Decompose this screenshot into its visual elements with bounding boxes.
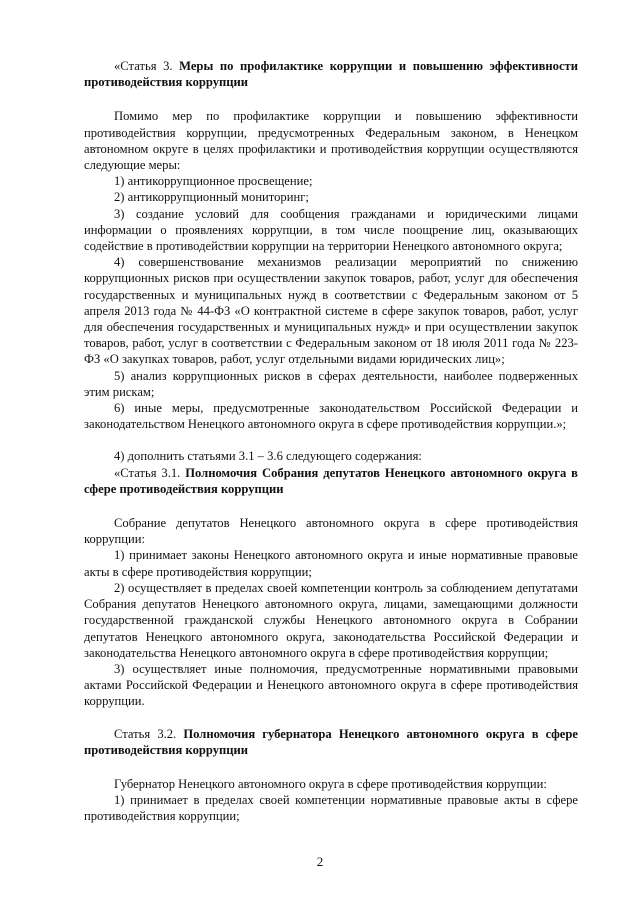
article-3-title: Меры по профилактике коррупции и повышению эффективности противодействия коррупции — [84, 59, 579, 90]
article-3-1-prefix: «Статья 3.1. — [114, 465, 186, 480]
article-3-item-6: 6) иные меры, предусмотренные законодательством Российской Федерации и законодательством Ненецкого автономного округа в сфере противодействия коррупции.»; — [84, 401, 578, 432]
article-3-1-item-1: 1) принимает законы Ненецкого автономного округа и иные нормативные правовые акты в сфере противодействия коррупции; — [84, 548, 578, 579]
article-3-item-1: 1) антикоррупционное просвещение; — [114, 174, 313, 189]
article-3-1-heading — [84, 465, 578, 497]
article-3-1-intro: Собрание депутатов Ненецкого автономного округа в сфере противодействия коррупции: — [84, 516, 578, 547]
article-3-heading — [84, 58, 578, 90]
article-3-intro: Помимо мер по профилактике коррупции и повышению эффективности противодействия коррупции, предусмотренных Федеральным законом, в Ненецком автономном округе в целях профилактики и противодействия коррупции осуществляются следующие меры: — [84, 109, 578, 173]
article-3-2-intro: Губернатор Ненецкого автономного округа в сфере противодействия коррупции: — [114, 776, 547, 791]
article-3-2-title: Полномочия губернатора Ненецкого автономного округа в сфере противодействия коррупции — [84, 726, 578, 757]
article-3-item-5: 5) анализ коррупционных рисков в сферах деятельности, наиболее подверженных этим рискам; — [84, 368, 578, 399]
article-3-1-item-2: 2) осуществляет в пределах своей компетенции контроль за соблюдением депутатами Собрания депутатов Ненецкого автономного округа, лицами, замещающими должности государственной гражданской службы Ненецкого автономного округа в Собрании депутатов Ненецкого автономного округа, законодательства Российской Федерации и законодательства Ненецкого автономного округа в сфере противодействия коррупции; — [84, 580, 578, 660]
article-3-1-item-3: 3) осуществляет иные полномочия, предусмотренные нормативными правовыми актами Российской Федерации и Ненецкого автономного округа в сфере противодействия коррупции. — [84, 661, 578, 709]
article-3-item-2: 2) антикоррупционный мониторинг; — [114, 190, 309, 205]
article-3-item-3: 3) создание условий для сообщения гражданами и юридическими лицами информации о проявлениях коррупции, в том числе поощрение лиц, оказывающих содействие в противодействии коррупции на территории Ненецкого автономного округа; — [84, 206, 578, 254]
page-number: 2 — [316, 854, 324, 869]
article-3-item-4: 4) совершенствование механизмов реализации мероприятий по снижению коррупционных рисков при осуществлении закупок товаров, работ, услуг для обеспечения государственных и муниципальных нужд в соответствии с Федеральным законом от 5 апреля 2013 года № 44-ФЗ «О контрактной системе в сфере закупок товаров, работ, услуг для обеспечения государственных и муниципальных нужд» и при осуществлении закупок товаров, работ, услуг в соответствии с Федеральным законом от 18 июля 2011 года № 223-ФЗ «О закупках товаров, работ, услуг отдельными видами юридических лиц»; — [84, 255, 578, 367]
article-3-2-heading — [84, 726, 578, 758]
article-3-1-title: Полномочия Собрания депутатов Ненецкого автономного округа в сфере противодействия коррупции — [84, 465, 578, 496]
amendment-4: 4) дополнить статьями 3.1 – 3.6 следующего содержания: — [114, 449, 422, 464]
article-3-2-item-1: 1) принимает в пределах своей компетенции нормативные правовые акты в сфере противодействия коррупции; — [84, 793, 578, 824]
article-3-2-prefix: Статья 3.2. — [114, 726, 184, 741]
article-3-prefix: «Статья 3. — [114, 59, 180, 73]
